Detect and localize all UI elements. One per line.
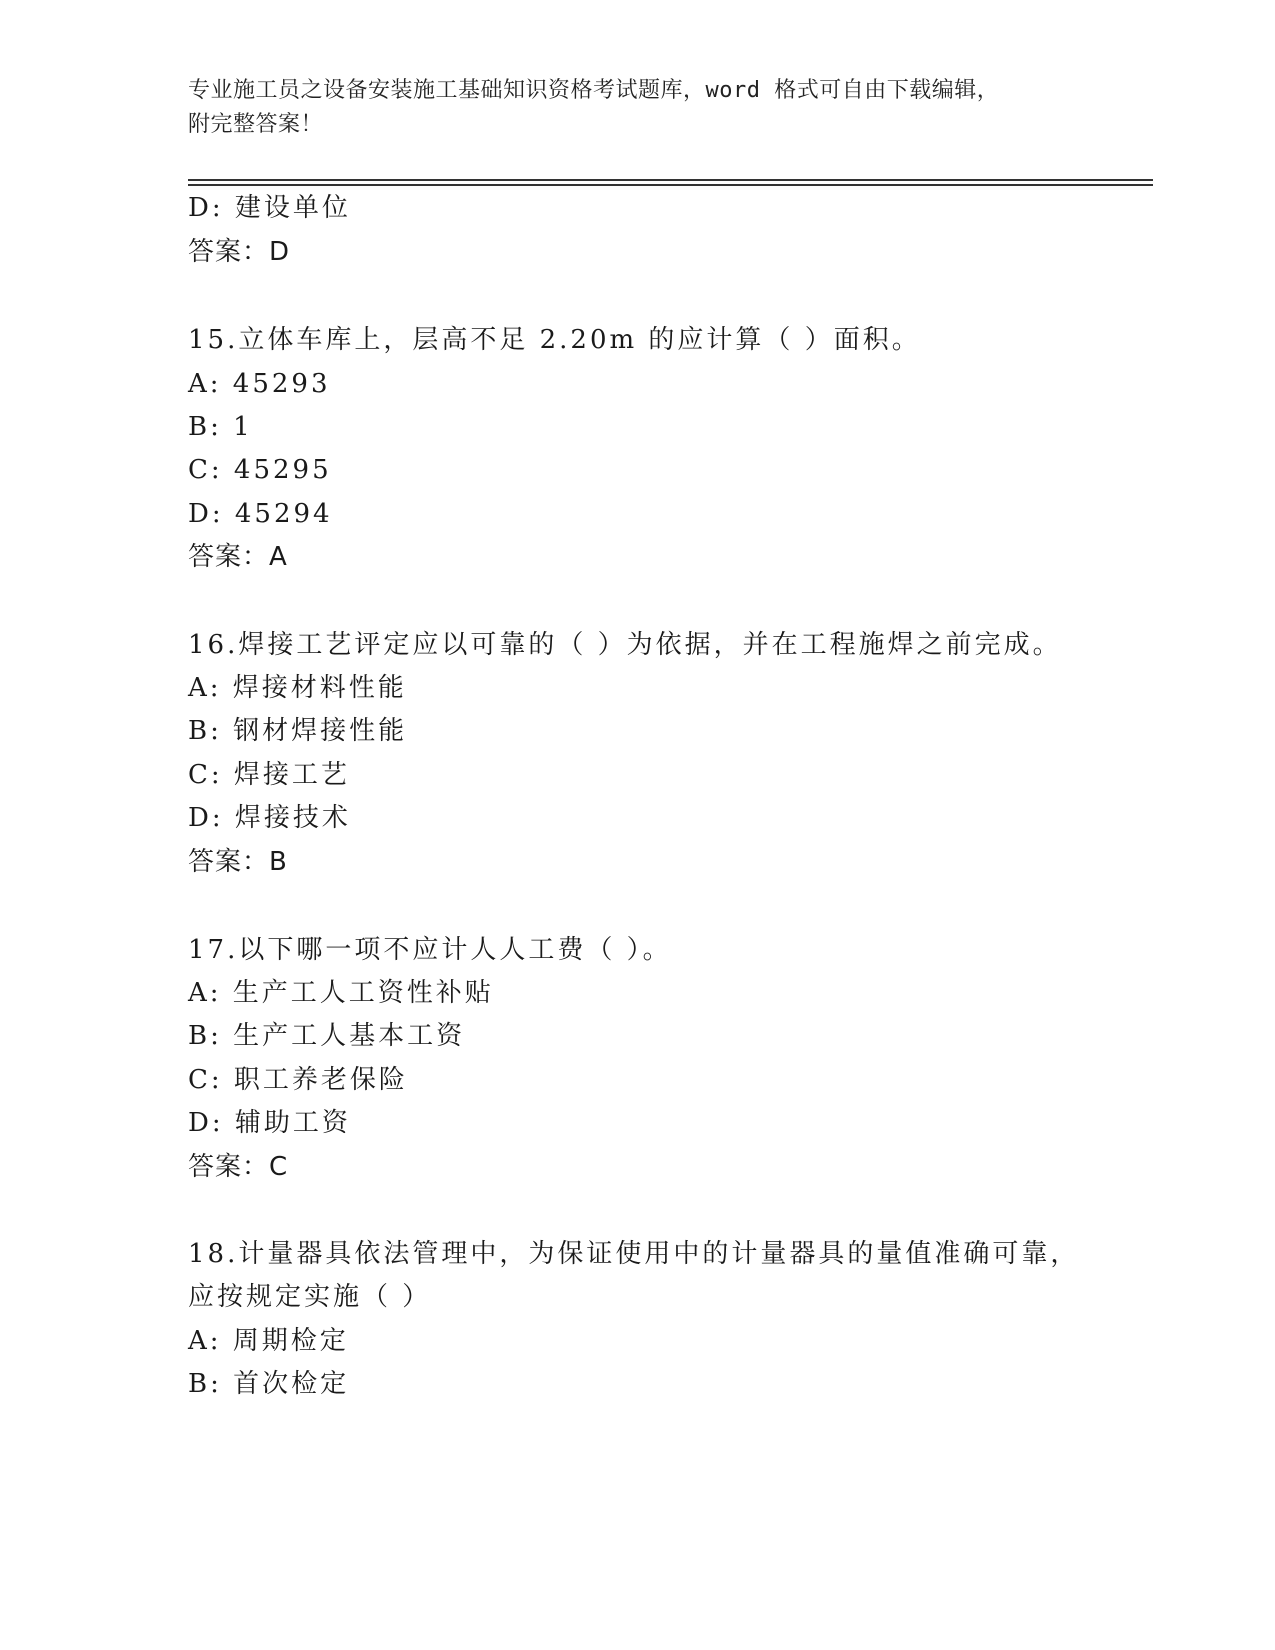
header-divider-bottom <box>188 184 1153 186</box>
q18-option-b: B: 首次检定 <box>188 1369 350 1399</box>
header-line-1: 专业施工员之设备安装施工基础知识资格考试题库，word 格式可自由下载编辑， <box>188 78 1000 103</box>
q17-option-b: B: 生产工人基本工资 <box>188 1021 466 1051</box>
q15-option-b: B: 1 <box>188 412 253 442</box>
q15-option-d: D: 45294 <box>188 499 333 529</box>
q16-stem: 16.焊接工艺评定应以可靠的（ ）为依据，并在工程施焊之前完成。 <box>188 630 1062 660</box>
q15-option-a: A: 45293 <box>188 369 331 399</box>
q16-answer: 答案：B <box>188 847 288 877</box>
header-divider-top <box>188 179 1153 181</box>
document-header <box>188 74 1068 142</box>
q14-option-d: D: 建设单位 <box>188 193 351 223</box>
q17-answer: 答案：C <box>188 1152 289 1182</box>
q16-option-d: D: 焊接技术 <box>188 803 351 833</box>
q16-option-a: A: 焊接材料性能 <box>188 673 407 703</box>
q14-answer: 答案：D <box>188 237 291 267</box>
q17-option-a: A: 生产工人工资性补贴 <box>188 978 494 1008</box>
q15-answer: 答案：A <box>188 542 288 572</box>
q16-option-c: C: 焊接工艺 <box>188 760 350 790</box>
q17-option-c: C: 职工养老保险 <box>188 1065 408 1095</box>
q16-option-b: B: 钢材焊接性能 <box>188 716 408 746</box>
q18-stem-line-1: 18.计量器具依法管理中，为保证使用中的计量器具的量值准确可靠， <box>188 1239 1080 1269</box>
q15-option-c: C: 45295 <box>188 455 332 485</box>
q17-option-d: D: 辅助工资 <box>188 1108 351 1138</box>
q17-stem: 17.以下哪一项不应计人人工费（ ）。 <box>188 935 672 965</box>
q15-stem: 15.立体车库上，层高不足 2.20m 的应计算（ ）面积。 <box>188 325 921 355</box>
header-line-2: 附完整答案！ <box>188 112 324 137</box>
q18-option-a: A: 周期检定 <box>188 1326 349 1356</box>
q18-stem-line-2: 应按规定实施（ ） <box>188 1282 432 1312</box>
